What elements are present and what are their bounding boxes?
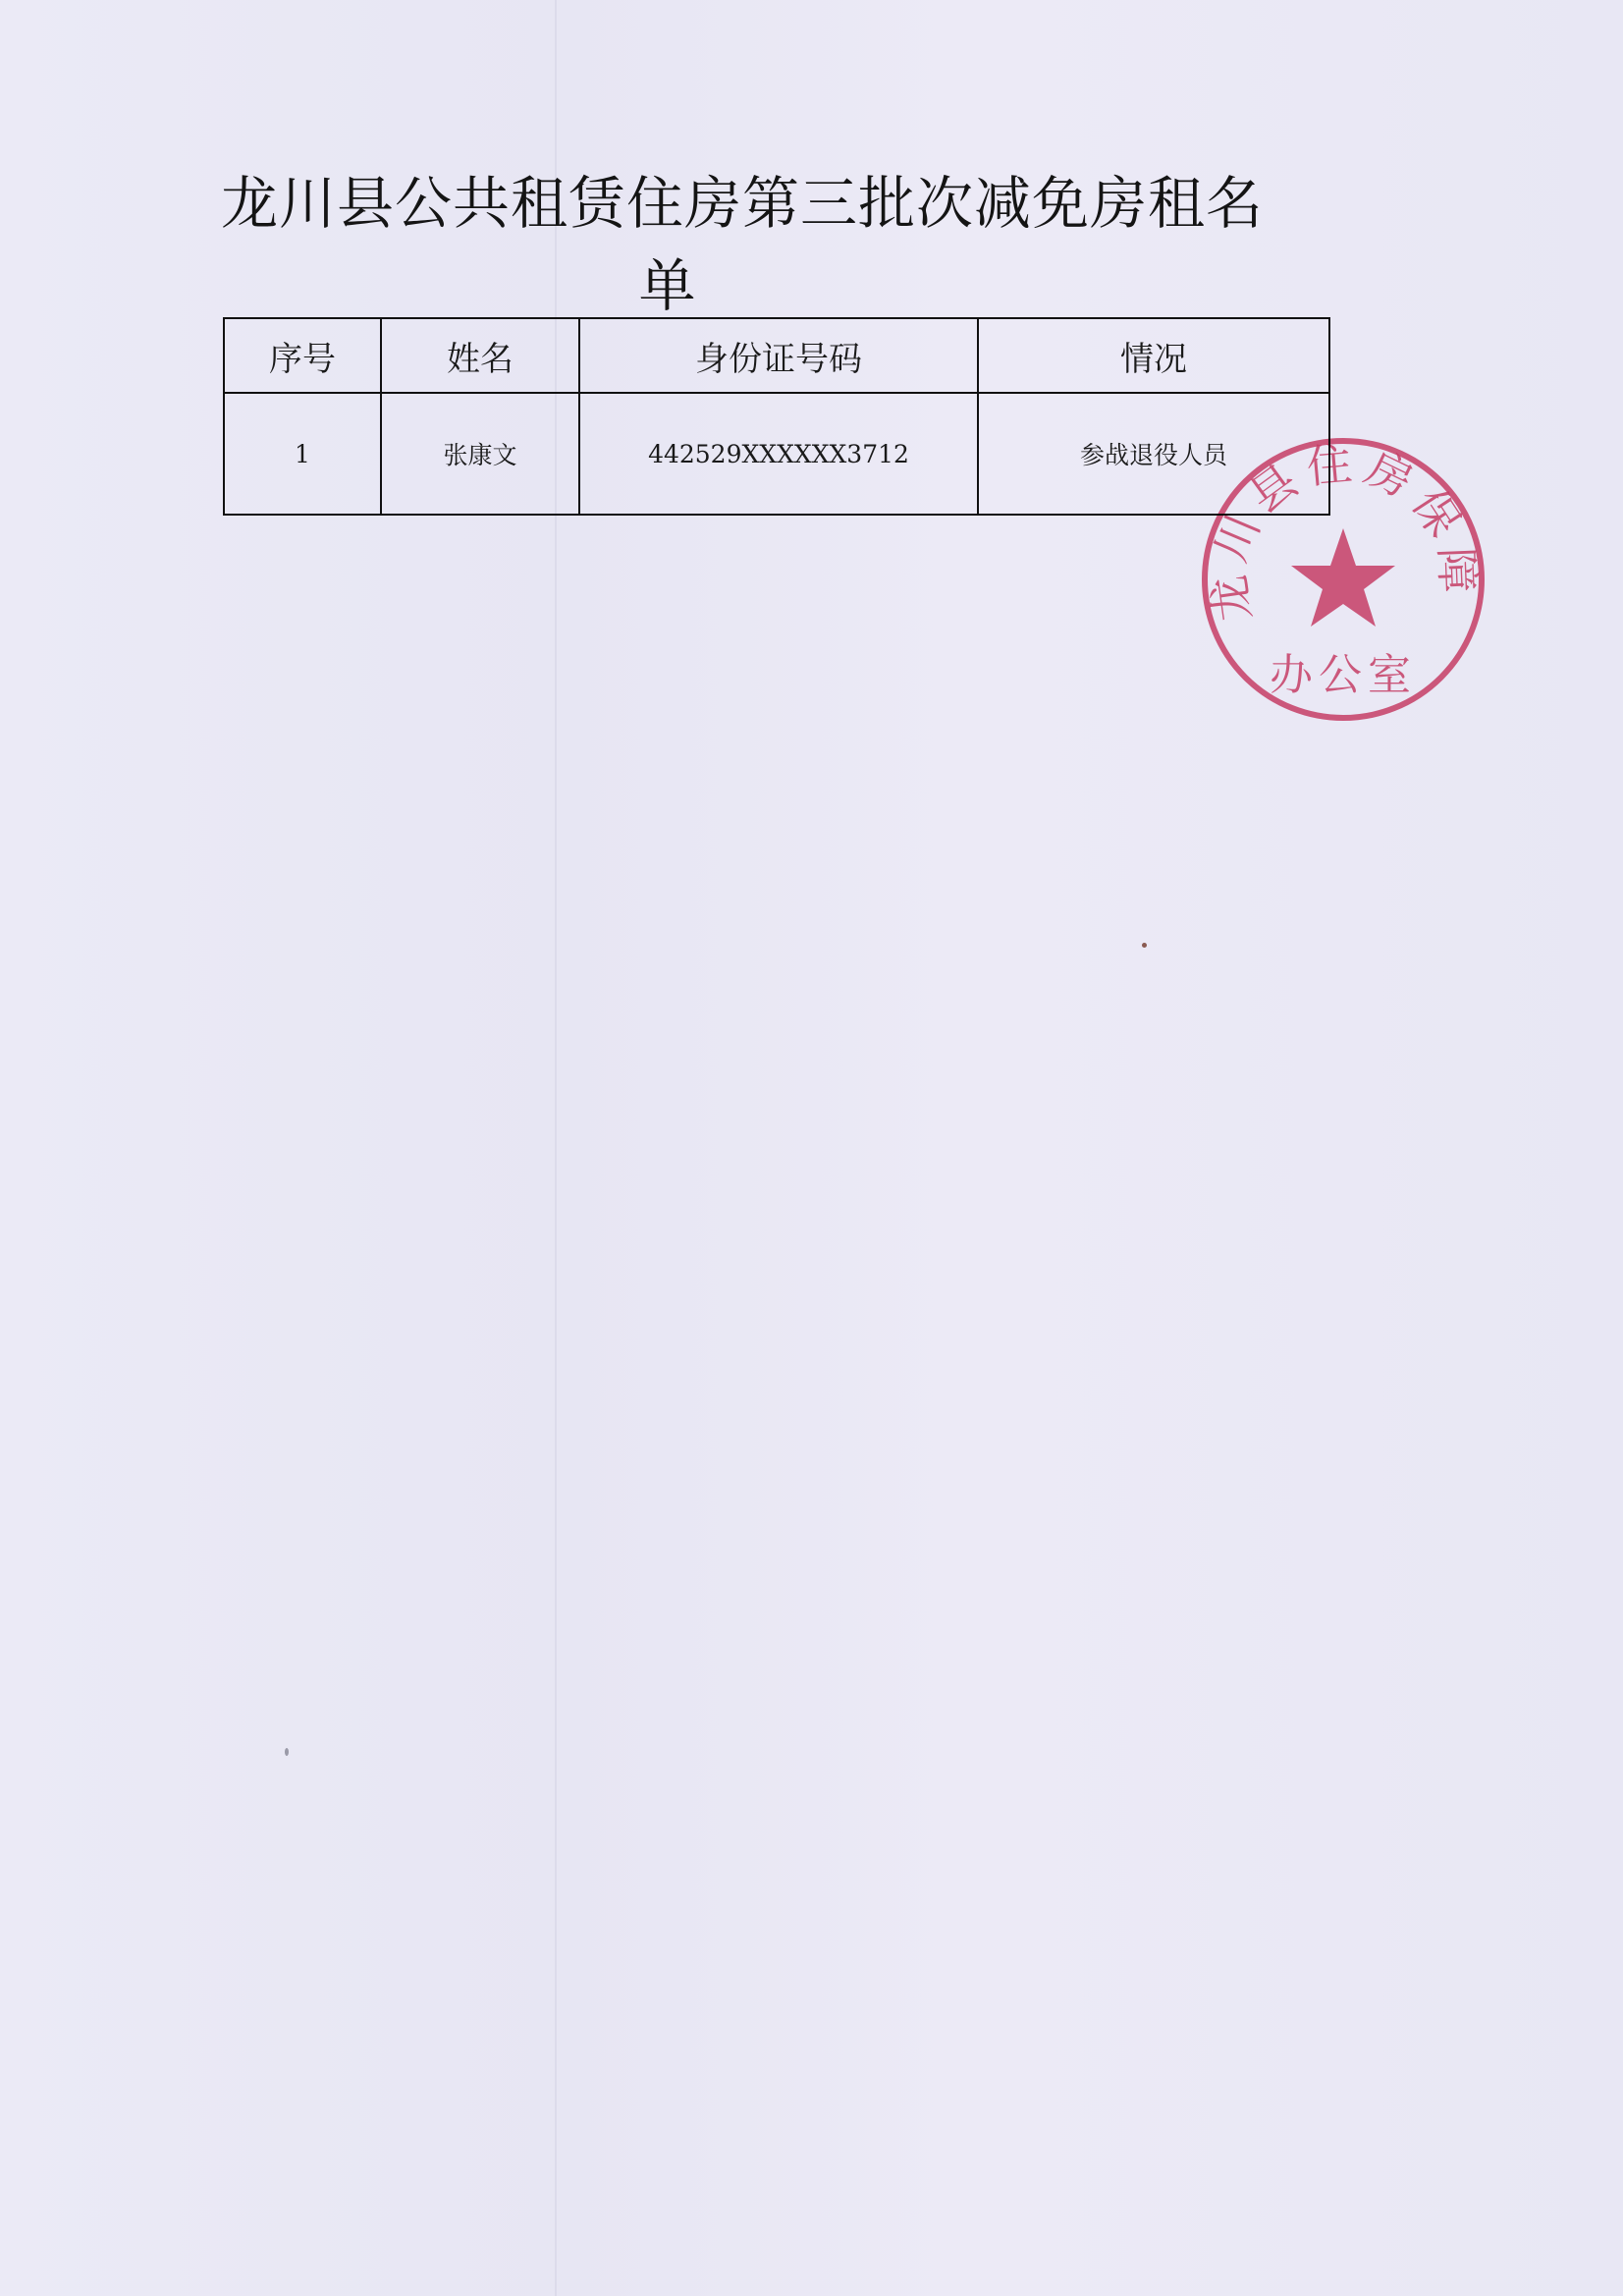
rent-reduction-table	[223, 317, 1330, 516]
cell-name: 张康文	[381, 393, 579, 515]
cell-id-number: 442529XXXXXX3712	[579, 393, 978, 515]
cell-status: 参战退役人员	[978, 393, 1329, 515]
header-id-number: 身份证号码	[579, 318, 978, 393]
header-index: 序号	[224, 318, 381, 393]
document-title	[221, 162, 1340, 327]
seal-bottom-text: 办公室	[1270, 650, 1417, 700]
cell-index: 1	[224, 393, 381, 515]
document-title-line-2: 单	[638, 252, 697, 319]
scan-speck	[285, 1748, 289, 1756]
document-title-line-1: 龙川县公共租赁住房第三批次减免房租名	[221, 170, 1265, 237]
scan-speck	[1142, 943, 1147, 948]
table-row	[224, 393, 1329, 515]
header-name: 姓名	[381, 318, 579, 393]
table-header-row	[224, 318, 1329, 393]
seal-arc-text: 龙川县住房保障	[1200, 436, 1486, 625]
header-status: 情况	[978, 318, 1329, 393]
